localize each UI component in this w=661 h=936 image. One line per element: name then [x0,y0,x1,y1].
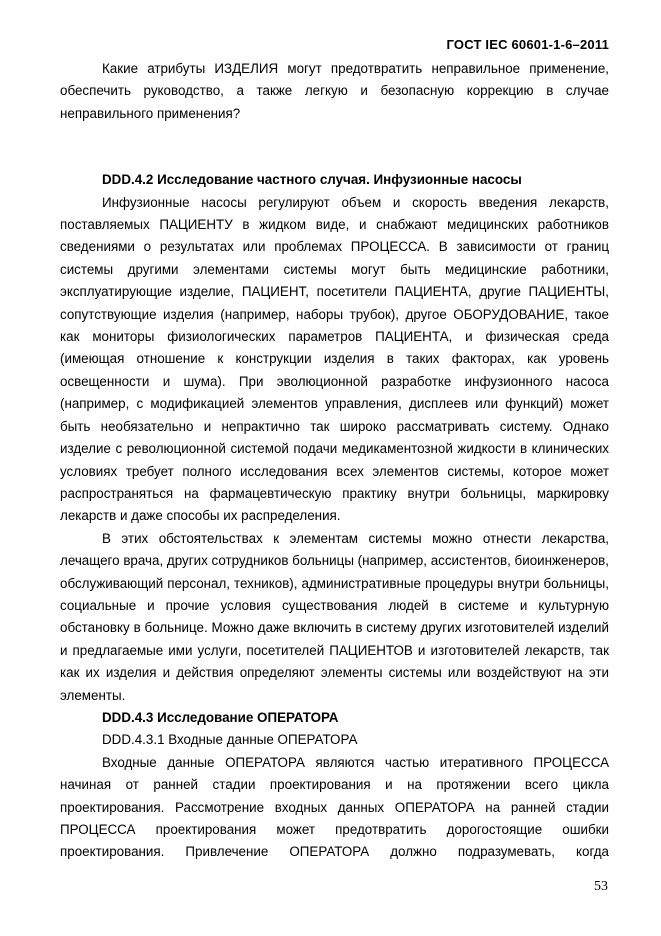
spacer [60,147,609,169]
document-body [60,58,609,864]
standard-header: ГОСТ IEC 60601-1-6–2011 [446,37,609,52]
infusion-paragraph-1: Инфузионные насосы регулируют объем и скорость введения лекарств, поставляемых ПАЦИЕНТУ в жидком виде, и снабжают медицинских работников сведениями о результатах или проблемах ПРОЦЕССА. В зависимости от границ системы другими элементами системы могут быть медицинские работники, эксплуатирующие изделие, ПАЦИЕНТ, посетители ПАЦИЕНТА, другие ПАЦИЕНТЫ, сопутствующие изделия (например, наборы трубок), другое ОБОРУДОВАНИЕ, такое как мониторы физиологических параметров ПАЦИЕНТА, и физическая среда (имеющая отношение к конструкции изделия в таких факторах, как уровень освещенности и шума). При эволюционной разработке инфузионного насоса (например, с модификацией элементов управления, дисплеев или функций) может быть необязательно и непрактично так широко рассматривать систему. Однако изделие с революционной системой подачи медикаментозной жидкости в клинических условиях требует полного исследования всех элементов системы, которое может распространяться на фармацевтическую практику внутри больницы, маркировку лекарств и даже способы их распределения. [60,194,609,524]
section-heading-ddd-4-3: DDD.4.3 Исследование ОПЕРАТОРА [102,709,339,725]
infusion-paragraph-2: В этих обстоятельствах к элементам системы можно отнести лекарства, лечащего врача, других сотрудников больницы (например, ассистентов, биоинженеров, обслуживающий персонал, техников), административные процедуры внутри больницы, социальные и прочие условия существования людей в системе и культурную обстановку в больнице. Можно даже включить в систему других изготовителей изделий и предлагаемые ими услуги, посетителей ПАЦИЕНТОВ и изготовителей лекарств, так как их изделия и действия определяют элементы системы или воздействуют на эти элементы. [60,530,609,703]
spacer [60,125,609,147]
section-heading-ddd-4-2: DDD.4.2 Исследование частного случая. Инфузионные насосы [102,172,522,188]
subsection-heading-ddd-4-3-1: DDD.4.3.1 Входные данные ОПЕРАТОРА [102,732,358,748]
intro-paragraph: Какие атрибуты ИЗДЕЛИЯ могут предотвратить неправильное применение, обеспечить руководство, а также легкую и безопасную коррекцию в случае неправильного применения? [60,61,609,121]
page-number: 53 [594,879,608,894]
operator-paragraph-1: Входные данные ОПЕРАТОРА являются частью итеративного ПРОЦЕССА начиная от ранней стадии проектирования и на протяжении всего цикла проектирования. Рассмотрение входных данных ОПЕРАТОРА на ранней стадии ПРОЦЕССА проектирования может предотвратить дорогостоящие ошибки проектирования. Привлечение ОПЕРАТОРА должно подразумевать, когда [60,754,609,860]
